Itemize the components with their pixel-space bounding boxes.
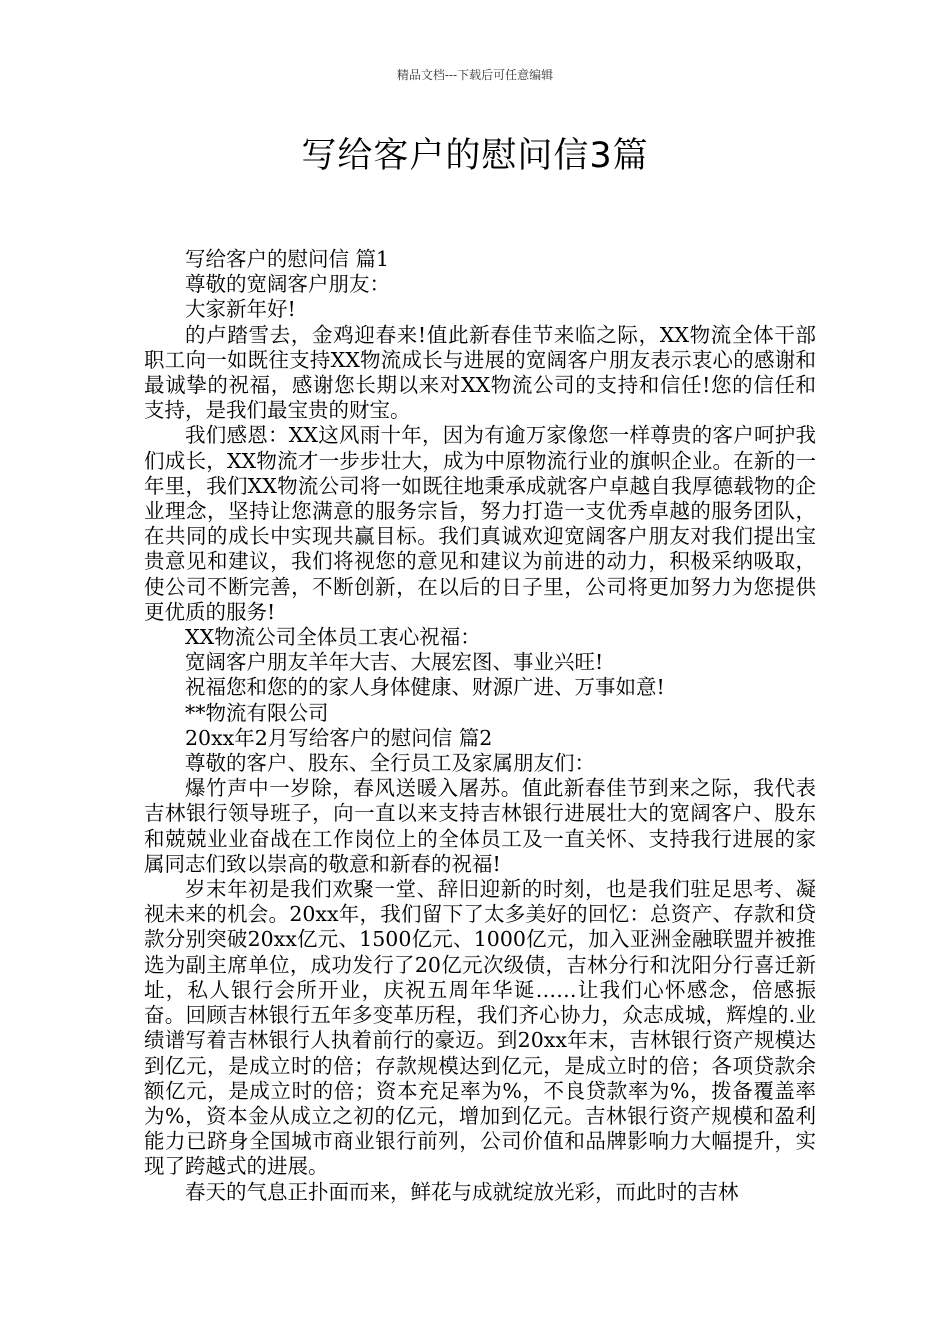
paragraph: 爆竹声中一岁除，春风送暖入屠苏。值此新春佳节到来之际，我代表吉林银行领导班子，向一直以来支持吉林银行进展壮大的宽阔客户、股东和兢兢业业奋战在工作岗位上的全体员工及一直关怀、支持我行进展的家属同志们致以崇高的敬意和新春的祝福! [144, 776, 816, 876]
greeting: 大家新年好! [185, 297, 296, 322]
paragraph: 的卢踏雪去，金鸡迎春来!值此新春佳节来临之际，XX物流全体干部职工向一如既往支持XX物流成长与进展的宽阔客户朋友表示衷心的感谢和最诚挚的祝福，感谢您长期以来对XX物流公司的支持和信任!您的信任和支持，是我们最宝贵的财宝。 [144, 322, 816, 423]
salutation: 尊敬的宽阔客户朋友： [185, 272, 390, 297]
salutation: 尊敬的客户、股东、全行员工及家属朋友们： [185, 751, 595, 776]
paragraph: 岁末年初是我们欢聚一堂、辞旧迎新的时刻，也是我们驻足思考、凝视未来的机会。20xx年，我们留下了太多美好的回忆：总资产、存款和贷款分别突破20xx亿元、1500亿元、1000亿元，加入亚洲金融联盟并被推选为副主席单位，成功发行了20亿元次级债，吉林分行和沈阳分行喜迁新址，私人银行会所开业，庆祝五周年华诞……让我们心怀感念，倍感振奋。回顾吉林银行五年多变革历程，我们齐心协力，众志成城，辉煌的.业绩谱写着吉林银行人执着前行的豪迈。到20xx年末，吉林银行资产规模达到亿元，是成立时的倍；存款规模达到亿元，是成立时的倍；各项贷款余额亿元，是成立时的倍；资本充足率为%，不良贷款率为%，拨备覆盖率为%，资本金从成立之初的亿元，增加到亿元。吉林银行资产规模和盈利能力已跻身全国城市商业银行前列，公司价值和品牌影响力大幅提升，实现了跨越式的进展。 [144, 877, 816, 1179]
header-note: 精品文档---下载后可任意编辑 [396, 68, 554, 82]
document-title: 写给客户的慰问信3篇 [301, 136, 649, 176]
paragraph: 我们感恩：XX这风雨十年，因为有逾万家像您一样尊贵的客户呵护我们成长，XX物流才一步步壮大，成为中原物流行业的旗帜企业。在新的一年里，我们XX物流公司将一如既往地秉承成就客户卓越自我厚德载物的企业理念，坚持让您满意的服务宗旨，努力打造一支优秀卓越的服务团队，在共同的成长中实现共赢目标。我们真诚欢迎宽阔客户朋友对我们提出宝贵意见和建议，我们将视您的意见和建议为前进的动力，积极采纳吸取，使公司不断完善，不断创新，在以后的日子里，公司将更加努力为您提供更优质的服务! [144, 423, 816, 624]
blessing-line: 宽阔客户朋友羊年大吉、大展宏图、事业兴旺! [185, 650, 604, 675]
section-heading-1: 写给客户的慰问信 篇1 [185, 247, 390, 271]
paragraph: 春天的气息正扑面而来，鲜花与成就绽放光彩，而此时的吉林 [185, 1179, 739, 1204]
blessing-intro: XX物流公司全体员工衷心祝福： [185, 625, 481, 650]
section-heading-2: 20xx年2月写给客户的慰问信 篇2 [185, 725, 493, 750]
blessing-line: 祝福您和您的的家人身体健康、财源广进、万事如意! [185, 675, 665, 700]
document-body [144, 247, 816, 1205]
signature-company: **物流有限公司 [185, 700, 329, 725]
